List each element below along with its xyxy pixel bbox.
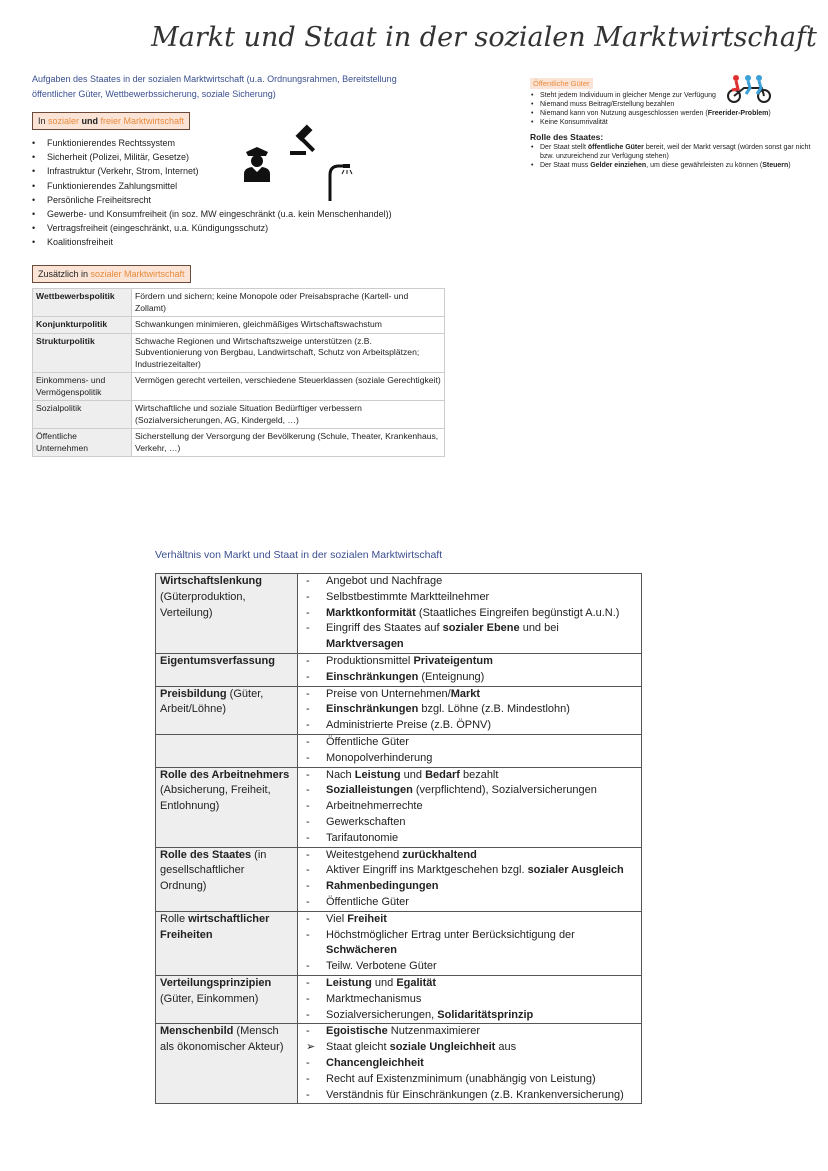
text-segment: Teilw. Verbotene Güter (326, 960, 437, 973)
table-row (156, 686, 642, 734)
label-text: freier Marktwirtschaft (100, 116, 185, 126)
list-item (302, 687, 637, 703)
row-items (298, 847, 642, 911)
list-item (302, 768, 637, 784)
market-state-table (155, 573, 642, 1104)
list-item: • Funktionierendes Zahlungsmittel (32, 179, 392, 193)
text-segment: Menschenbild (160, 1025, 234, 1038)
label-text: und (79, 116, 101, 126)
text-segment: Freerider-Problem (707, 110, 769, 117)
text-segment: Steht jedem Individuum in gleicher Menge zur Verfügung (540, 92, 716, 99)
row-key (156, 911, 298, 975)
table-row (33, 373, 445, 401)
row-key: Wettbewerbspolitik (33, 289, 132, 317)
text-segment: Staat gleicht (326, 1041, 390, 1054)
text-segment: Höchstmöglicher Ertrag unter Berücksichtigung der (326, 928, 575, 941)
text-segment: (Staatliches Eingreifen begünstigt A.u.N.) (415, 606, 620, 619)
text-segment: aus (495, 1041, 517, 1054)
row-value: Sicherstellung der Versorgung der Bevölkerung (Schule, Theater, Krankenhaus, Verkehr, …) (132, 429, 445, 457)
text-segment: Preise von Unternehmen/ (326, 687, 451, 700)
text-segment: Wirtschaftslenkung (160, 575, 262, 587)
text-segment: Rahmenbedingungen (326, 880, 439, 893)
row-value: Vermögen gerecht verteilen, verschiedene Steuerklassen (soziale Gerechtigkeit) (132, 373, 445, 401)
bullet-marker: - (306, 864, 310, 877)
list-item (302, 670, 637, 686)
table-row (156, 911, 642, 975)
state-role-heading: Rolle des Staates: (530, 132, 604, 142)
list-item: • Persönliche Freiheitsrecht (32, 193, 392, 207)
table-row (156, 574, 642, 654)
row-key: Strukturpolitik (33, 333, 132, 373)
list-item (302, 621, 637, 653)
bullet-marker: - (306, 751, 310, 764)
page-title: Markt und Staat in der sozialen Marktwirtschaft (151, 22, 817, 53)
list-item (302, 863, 637, 879)
policy-table (32, 288, 445, 457)
table-row (33, 401, 445, 429)
table-row (156, 767, 642, 847)
list-item (530, 118, 822, 127)
list-item (302, 1088, 637, 1104)
row-key (156, 847, 298, 911)
text-segment: Selbstbestimmte Marktteilnehmer (326, 590, 490, 603)
list-item (302, 831, 637, 847)
table-row (156, 734, 642, 767)
public-goods-label: Öffentliche Güter (530, 78, 593, 89)
text-segment: Leistung (326, 976, 372, 989)
list-item (302, 654, 637, 670)
list-item (302, 799, 637, 815)
bullet-marker: ➢ (306, 1041, 316, 1054)
text-segment: Marktversagen (326, 638, 404, 651)
row-items (298, 975, 642, 1023)
text-segment: (Güter, Einkommen) (160, 992, 259, 1005)
bullet-marker: - (306, 622, 310, 635)
bullet-marker: - (306, 606, 310, 619)
text-segment: Niemand muss Beitrag/Erstellung bezahlen (540, 101, 675, 108)
label-box-social-free (32, 112, 190, 130)
text-segment: Tarifautonomie (326, 831, 399, 844)
list-item (302, 702, 637, 718)
section-subtitle: Verhältnis von Markt und Staat in der sozialen Marktwirtschaft (155, 549, 443, 561)
label-text: In (38, 116, 49, 126)
text-segment: (Mensch als ökonomischer Akteur) (160, 1025, 284, 1054)
list-item (302, 751, 637, 767)
bullet-marker: - (306, 895, 310, 908)
bullet-marker: - (306, 1072, 310, 1085)
state-role-list (530, 143, 822, 170)
text-segment: soziale Ungleichheit (389, 1041, 496, 1054)
list-item (530, 100, 822, 109)
text-segment: bezahlt (459, 768, 499, 781)
bullet-marker: - (306, 880, 310, 893)
list-item (530, 161, 822, 170)
row-key (156, 1024, 298, 1104)
label-text: sozialer (48, 116, 80, 126)
text-segment: Öffentliche Güter (326, 895, 409, 908)
text-segment: bereit, weil der Markt versagt (würden sonst gar nicht bzw. unzureichend zur Verfügung stehen) (540, 144, 811, 160)
bullet-marker: - (306, 768, 310, 781)
police-officer-icon (242, 146, 272, 182)
list-item (302, 606, 637, 622)
text-segment: Egalität (396, 976, 437, 989)
label-box-social-only (32, 265, 191, 283)
list-item (302, 895, 637, 911)
public-goods-section (530, 78, 822, 170)
text-segment: Aktiver Eingriff ins Marktgeschehen bzgl. (326, 864, 528, 877)
text-segment: zurückhaltend (402, 848, 477, 861)
row-value: Fördern und sichern; keine Monopole oder Preisabsprache (Kartell- und Zollamt) (132, 289, 445, 317)
text-segment: (in gesellschaftlicher Ordnung) (160, 848, 267, 893)
bullet-marker: - (306, 1025, 310, 1038)
list-item: • Vertragsfreiheit (eingeschränkt, u.a. Kündigungsschutz) (32, 221, 392, 235)
list-item (302, 1008, 637, 1024)
row-key: Sozialpolitik (33, 401, 132, 429)
text-segment: Der Staat muss (540, 162, 591, 169)
text-segment: Rolle (160, 912, 189, 925)
text-segment: (Absicherung, Freiheit, Entlohnung) (160, 784, 271, 813)
text-segment: Nutzenmaximierer (387, 1025, 481, 1038)
bullet-marker: - (306, 815, 310, 828)
text-segment: ) (788, 162, 791, 169)
list-item (302, 718, 637, 734)
bullet-marker: - (306, 703, 310, 716)
table-row (156, 1024, 642, 1104)
text-segment: Leistung (354, 768, 401, 781)
text-segment: (Güterproduktion, Verteilung) (160, 590, 246, 619)
table-row (33, 333, 445, 373)
list-item (302, 574, 637, 590)
label-text: Zusätzlich in (38, 269, 91, 279)
text-segment: Gewerkschaften (326, 815, 406, 828)
text-segment: Verteilungsprinzipien (160, 976, 272, 989)
text-segment: Recht auf Existenzminimum (unabhängig von Leistung) (326, 1072, 596, 1085)
text-segment: Nach (326, 768, 355, 781)
list-item (302, 848, 637, 864)
list-item (302, 1072, 637, 1088)
bullet-marker: - (306, 848, 310, 861)
text-segment: Eingriff des Staates auf (326, 622, 443, 635)
text-segment: Privateigentum (413, 654, 493, 667)
text-segment: Keine Konsumrivalität (540, 119, 608, 126)
list-item (302, 912, 637, 928)
row-key (156, 686, 298, 734)
text-segment: Einschränkungen (326, 703, 419, 716)
row-items (298, 767, 642, 847)
bullet-marker: - (306, 976, 310, 989)
row-items (298, 574, 642, 654)
row-key: Konjunkturpolitik (33, 317, 132, 334)
bullet-marker: - (306, 928, 310, 941)
text-segment: Rolle des Arbeitnehmers (160, 768, 290, 781)
list-item: • Sicherheit (Polizei, Militär, Gesetze) (32, 150, 392, 164)
bullet-marker: - (306, 912, 310, 925)
text-segment: (verpflichtend), Sozialversicherungen (412, 784, 597, 797)
text-segment: öffentliche Güter (587, 144, 644, 151)
table-row (33, 289, 445, 317)
text-segment: Eigentumsverfassung (160, 654, 275, 667)
bullet-marker: - (306, 800, 310, 813)
bullet-marker: - (306, 735, 310, 748)
bullet-marker: - (306, 670, 310, 683)
bullet-marker: - (306, 575, 310, 587)
table-row (156, 653, 642, 686)
list-item (302, 1056, 637, 1072)
gavel-icon (288, 123, 324, 159)
list-item (302, 879, 637, 895)
intro-heading: Aufgaben des Staates in der sozialen Marktwirtschaft (u.a. Ordnungsrahmen, Bereitstellung öffentlicher Güter, Wettbewerbssicherung, soziale Sicherung) (32, 74, 397, 99)
text-segment: Gelder einziehen (590, 162, 647, 169)
list-item (302, 590, 637, 606)
bullet-marker: - (306, 784, 310, 797)
label-text: sozialer Marktwirtschaft (90, 269, 185, 279)
bullet-marker: - (306, 654, 310, 667)
text-segment: Arbeitnehmerrechte (326, 800, 423, 813)
text-segment: Preisbildung (160, 687, 227, 700)
list-item (302, 959, 637, 975)
text-segment: ) (768, 110, 771, 117)
list-item (302, 928, 637, 960)
row-key (156, 653, 298, 686)
text-segment: Verständnis für Einschränkungen (z.B. Krankenversicherung) (326, 1088, 624, 1101)
bullet-marker: - (306, 1056, 310, 1069)
list-item (530, 143, 822, 161)
list-item (302, 976, 637, 992)
text-segment: Niemand kann von Nutzung ausgeschlossen werden ( (540, 110, 708, 117)
list-item (530, 91, 822, 100)
bullet-marker: - (306, 590, 310, 603)
table-row (33, 317, 445, 334)
text-segment: Schwächeren (326, 944, 397, 957)
tandem-bicycle-icon (724, 74, 774, 104)
row-items (298, 653, 642, 686)
text-segment: Produktionsmittel (326, 654, 414, 667)
list-item (302, 783, 637, 799)
text-segment: Bedarf (425, 768, 460, 781)
text-segment: Der Staat stellt (540, 144, 588, 151)
row-key: Einkommens- und Vermögenspolitik (33, 373, 132, 401)
row-key (156, 574, 298, 654)
row-items (298, 911, 642, 975)
text-segment: Freiheit (347, 912, 387, 925)
bullet-marker: - (306, 1088, 310, 1101)
public-goods-list (530, 91, 822, 127)
list-item: • Koalitionsfreiheit (32, 235, 392, 249)
text-segment: und (371, 976, 397, 989)
text-segment: (Güter, Arbeit/Löhne) (160, 687, 264, 716)
text-segment: (Enteignung) (418, 670, 485, 683)
text-segment: Chancengleichheit (326, 1056, 424, 1069)
text-segment: Einschränkungen (326, 670, 419, 683)
text-segment: Öffentliche Güter (326, 735, 409, 748)
row-key (156, 767, 298, 847)
text-segment: Monopolverhinderung (326, 751, 433, 764)
text-segment: Marktmechanismus (326, 992, 422, 1005)
text-segment: bzgl. Löhne (z.B. Mindestlohn) (418, 703, 570, 716)
text-segment: Markt (450, 687, 481, 700)
bullet-marker: - (306, 960, 310, 973)
list-item: • Gewerbe- und Konsumfreiheit (in soz. MW eingeschränkt (u.a. kein Menschenhandel)) (32, 207, 392, 221)
text-segment: Steuern (762, 162, 789, 169)
text-segment: Sozialversicherungen, (326, 1008, 438, 1021)
row-key: Öffentliche Unternehmen (33, 429, 132, 457)
row-value: Schwache Regionen und Wirtschaftszweige unterstützen (z.B. Subventionierung von Bergbau, Landwirtschaft, Schutz von Arbeitsplätzen; Industriezeitalter) (132, 333, 445, 373)
text-segment: und bei (519, 622, 559, 635)
street-lamp-icon (325, 163, 355, 203)
row-items (298, 734, 642, 767)
list-item (302, 815, 637, 831)
text-segment: Angebot und Nachfrage (326, 575, 443, 587)
row-key (156, 975, 298, 1023)
list-item: • Funktionierendes Rechtssystem (32, 136, 392, 150)
bullet-marker: - (306, 992, 310, 1005)
table-row (156, 847, 642, 911)
bullet-marker: - (306, 719, 310, 732)
text-segment: Egoistische (326, 1025, 388, 1038)
text-segment: Administrierte Preise (z.B. ÖPNV) (326, 719, 492, 732)
text-segment: wirtschaftlicher Freiheiten (160, 912, 270, 941)
text-segment: Sozialleistungen (326, 784, 413, 797)
text-segment: Weitestgehend (326, 848, 403, 861)
list-item: • Infrastruktur (Verkehr, Strom, Internet) (32, 164, 392, 178)
text-segment: Viel (326, 912, 348, 925)
bullet-marker: - (306, 831, 310, 844)
bullet-marker: - (306, 687, 310, 700)
row-value: Schwankungen minimieren, gleichmäßiges Wirtschaftswachstum (132, 317, 445, 334)
text-segment: , um diese gewährleisten zu können ( (646, 162, 763, 169)
list-item (302, 1024, 637, 1040)
row-key (156, 734, 298, 767)
table-row (156, 975, 642, 1023)
row-items (298, 686, 642, 734)
table-row (33, 429, 445, 457)
text-segment: sozialer Ausgleich (527, 864, 624, 877)
row-items (298, 1024, 642, 1104)
list-item (530, 109, 822, 118)
bullet-marker: - (306, 1008, 310, 1021)
text-segment: Marktkonformität (326, 606, 416, 619)
row-value: Wirtschaftliche und soziale Situation Bedürftiger verbessern (Sozialversicherungen, AG, Kindergeld, …) (132, 401, 445, 429)
list-item (302, 1040, 637, 1056)
text-segment: sozialer Ebene (442, 622, 520, 635)
list-item (302, 992, 637, 1008)
text-segment: Rolle des Staates (160, 848, 252, 861)
text-segment: Solidaritätsprinzip (437, 1008, 534, 1021)
list-item (302, 735, 637, 751)
text-segment: und (400, 768, 426, 781)
